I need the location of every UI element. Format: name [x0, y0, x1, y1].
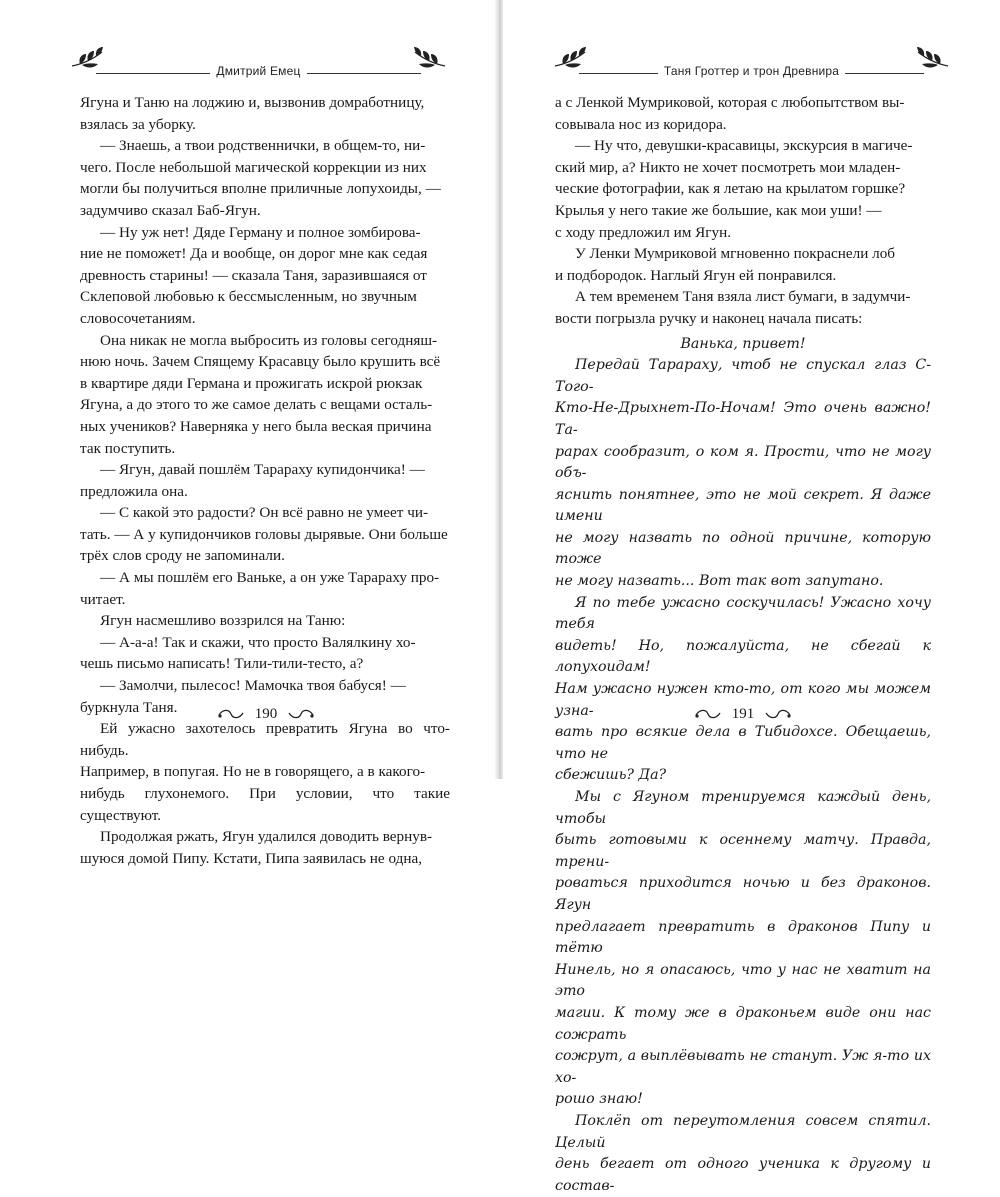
text-line: Ей ужасно захотелось превратить Ягуна во что-нибудь. [80, 720, 450, 759]
text-line: — Ну что, девушки-красавицы, экскурсия в магиче- [575, 137, 913, 155]
left-page [0, 0, 497, 867]
text-line: тать. — А у купидончиков головы дырявые. Они больше [80, 525, 448, 543]
text-line: предложила она. [80, 482, 188, 500]
letter-greeting: Ванька, привет! [680, 335, 806, 352]
text-line: древность старины! — сказала Таня, заразившаяся от [80, 266, 427, 284]
swirl-ornament-icon [764, 707, 792, 721]
text-line: ский мир, а? Никто не хочет посмотреть мои младен- [555, 158, 901, 176]
leaf-ornament-icon [68, 42, 114, 72]
page-number: 191 [731, 705, 755, 722]
text-line: — Знаешь, а твои родственнички, в общем-то, ни- [100, 137, 426, 155]
leaf-ornament-icon [551, 42, 597, 72]
text-line: чего. После небольшой магической коррекции из них [80, 158, 427, 176]
text-line: Крылья у него такие же большие, как мои уши! — [555, 201, 882, 219]
text-line: буркнула Таня. [80, 698, 178, 716]
letter-line: магии. К тому же в драконьем виде они нас сожрать [555, 1004, 931, 1043]
letter-line: рарах сообразит, о ком я. Прости, что не могу объ- [555, 443, 931, 482]
text-line: Склеповой любовью к бессмысленным, но звучным [80, 288, 417, 306]
text-line: — А-а-а! Так и скажи, что просто Валялкину хо- [100, 633, 416, 651]
text-line: нюю ночь. Зачем Спящему Красавцу было крушить всё [80, 353, 441, 371]
letter-line: сбежишь? Да? [555, 767, 667, 784]
letter-line: Кто-Не-Дрыхнет-По-Ночам! Это очень важно! Та- [555, 400, 931, 438]
letter-line: не могу назвать... Вот так вот запутано. [555, 573, 884, 590]
letter-line: рошо знаю! [555, 1091, 643, 1108]
swirl-ornament-icon [694, 707, 722, 721]
leaf-ornament-icon [906, 42, 952, 72]
text-line: — А мы пошлём его Ваньке, а он уже Тарараху про- [100, 569, 440, 587]
right-page-body [555, 92, 931, 1197]
letter-line: день бегает от одного ученика к другому и состав- [555, 1156, 931, 1194]
letter-line: Я по тебе ужасно соскучилась! Ужасно хочу тебя [555, 594, 931, 633]
text-line: Ягуна и Таню на лоджию и, вызвонив домработницу, [80, 94, 425, 111]
swirl-ornament-icon [287, 707, 315, 721]
text-line: взялась за уборку. [80, 115, 196, 133]
letter-line: не могу назвать по одной причине, которую тоже [555, 529, 931, 568]
right-page [503, 0, 1000, 1194]
text-line: ческие фотографии, как я летаю на крылатом горшке? [555, 180, 906, 198]
swirl-ornament-icon [217, 707, 245, 721]
leaf-ornament-icon [403, 42, 449, 72]
text-line: нибудь глухонемого. При условии, что такие существуют. [80, 785, 450, 824]
letter-line: быть готовыми к осеннему матчу. Правда, трени- [555, 832, 931, 870]
text-line: словосочетаниям. [80, 309, 196, 327]
right-page-footer [673, 702, 813, 726]
text-line: — Ягун, давай пошлём Тарараху купидончика! — [100, 461, 425, 479]
left-page-header-title: Дмитрий Емец [210, 64, 306, 78]
text-line: Например, в попугая. Но не в говорящего, а в какого- [80, 763, 426, 781]
text-line: и подбородок. Наглый Ягун ей понравился. [555, 266, 837, 284]
text-line: У Ленки Мумриковой мгновенно покраснели лоб [575, 245, 896, 263]
text-line: — Замолчи, пылесос! Мамочка твоя бабуся! — [100, 677, 406, 695]
text-line: в квартире дяди Германа и прожигать искрой рюкзак [80, 374, 423, 392]
text-line: совывала нос из коридора. [555, 115, 727, 133]
text-line: а с Ленкой Мумриковой, которая с любопытством вы- [555, 94, 905, 111]
right-page-header [561, 42, 942, 78]
text-line: с ходу предложил им Ягун. [555, 223, 732, 241]
text-line: ние не поможет! Да и вообще, он дорог мне как седая [80, 245, 428, 263]
text-line: могли бы получиться вполне приличные лопухоиды, — [80, 180, 441, 198]
text-line: Продолжая ржать, Ягун удалился доводить вернув- [100, 828, 433, 846]
text-line: так поступить. [80, 439, 176, 457]
left-page-body [80, 92, 450, 869]
letter-line: яснить понятнее, это не мой секрет. Я даже имени [555, 486, 931, 525]
letter-line: Нинель, но я опасаюсь, что у нас не хватит на это [555, 961, 931, 1000]
text-line: вости погрызла ручку и наконец начала писать: [555, 309, 863, 327]
letter-line: вать про всякие дела в Тибидохсе. Обещаешь, что не [555, 724, 931, 762]
text-line: А тем временем Таня взяла лист бумаги, в задумчи- [575, 288, 911, 306]
text-line: ных учеников? Наверняка у него была веская причина [80, 417, 432, 435]
text-line: — Ну уж нет! Дяде Герману и полное зомбирова- [100, 223, 421, 241]
text-line: Она никак не могла выбросить из головы сегодняш- [100, 331, 438, 349]
letter-line: предлагает превратить в драконов Пипу и тётю [555, 918, 931, 957]
text-line: шуюся домой Пипу. Кстати, Пипа заявилась не одна, [80, 849, 423, 867]
left-page-header [78, 42, 439, 78]
letter-line: Нам ужасно нужен кто-то, от кого мы можем узна- [555, 681, 931, 719]
letter-line: сожрут, а выплёвывать не станут. Уж я-то их хо- [555, 1048, 931, 1086]
right-page-header-title: Таня Гроттер и трон Древнира [658, 64, 845, 78]
text-line: Ягун насмешливо воззрился на Таню: [100, 612, 346, 630]
text-line: чешь письмо написать! Тили-тили-тесто, а? [80, 655, 364, 673]
letter-line: видеть! Но, пожалуйста, не сбегай к лопухоидам! [555, 637, 931, 676]
letter-line: Передай Тарараху, чтоб не спускал глаз С-Того- [555, 357, 931, 395]
left-page-footer [196, 702, 336, 726]
text-line: Ягуна, а до этого то же самое делать с вещами осталь- [80, 396, 433, 414]
text-line: — С какой это радости? Он всё равно не умеет чи- [100, 504, 429, 522]
letter-line: Поклёп от переутомления совсем спятил. Целый [555, 1112, 931, 1151]
page-number: 190 [254, 705, 278, 722]
text-line: читает. [80, 590, 126, 608]
letter-line: Мы с Ягуном тренируемся каждый день, чтобы [555, 789, 931, 827]
letter-line: роваться приходится ночью и без драконов. Ягун [555, 875, 931, 913]
text-line: трёх слов сроду не запоминали. [80, 547, 285, 565]
text-line: задумчиво сказал Баб-Ягун. [80, 201, 261, 219]
